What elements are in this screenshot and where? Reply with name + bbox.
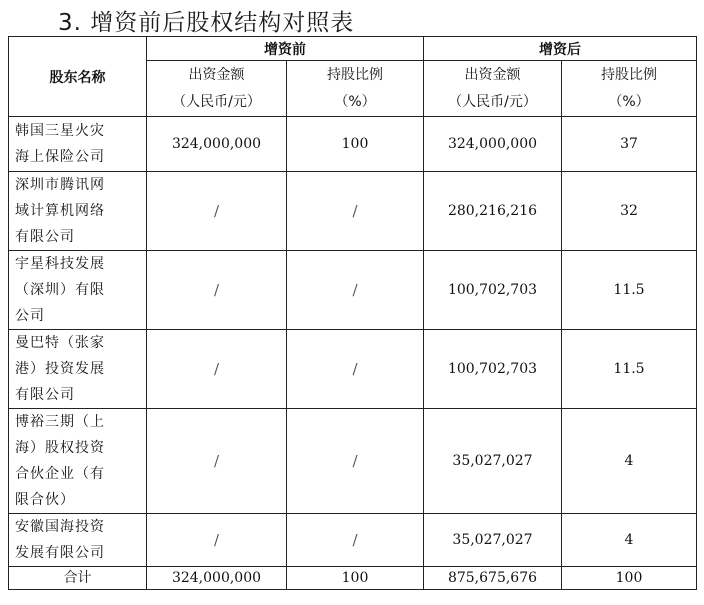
shareholder-name-line: 域计算机网络 [15, 203, 105, 219]
before-capital-cell: / [147, 409, 287, 514]
before-ratio-cell: / [287, 409, 424, 514]
table-row [9, 117, 697, 172]
shareholder-name [9, 117, 147, 172]
document-title: 3. 增资前后股权结构对照表 [58, 10, 355, 36]
total-before-ratio: 100 [287, 567, 424, 590]
table-row [9, 409, 697, 514]
before-capital-cell: / [147, 330, 287, 409]
shareholder-name-line: 限合伙） [15, 492, 75, 508]
after-ratio-cell: 32 [562, 172, 697, 251]
before-ratio-cell: / [287, 330, 424, 409]
ratio-unit-label: （%） [334, 93, 376, 110]
capital-label: 出资金额 [188, 66, 245, 83]
shareholder-name-line: 港）投资发展 [15, 361, 105, 377]
before-capital-cell: 324,000,000 [147, 117, 287, 172]
ratio-label: 持股比例 [327, 66, 383, 83]
total-after-capital: 875,675,676 [424, 567, 562, 590]
shareholder-name-line: 有限公司 [15, 387, 75, 403]
equity-structure-table [8, 36, 697, 590]
after-capital-cell: 35,027,027 [424, 514, 562, 567]
after-ratio-cell: 11.5 [562, 251, 697, 330]
before-capital-cell: / [147, 172, 287, 251]
shareholder-name-line: 曼巴特（张家 [15, 335, 105, 351]
total-after-ratio: 100 [562, 567, 697, 590]
shareholder-name-line: 韩国三星火灾 [15, 123, 105, 139]
shareholder-name-line: 海）股权投资 [15, 440, 105, 456]
before-ratio-cell: / [287, 514, 424, 567]
after-ratio-header [562, 61, 697, 117]
after-capital-header [424, 61, 562, 117]
capital-unit-label: （人民币/元） [448, 93, 537, 110]
shareholder-name [9, 514, 147, 567]
before-ratio-header [287, 61, 424, 117]
after-ratio-cell: 4 [562, 409, 697, 514]
shareholder-name [9, 330, 147, 409]
shareholder-name-line: 海上保险公司 [15, 149, 105, 165]
after-ratio-cell: 4 [562, 514, 697, 567]
before-capital-cell: / [147, 251, 287, 330]
table-row [9, 330, 697, 409]
shareholder-name-line: 有限公司 [15, 229, 75, 245]
shareholder-name-line: 深圳市腾讯网 [15, 177, 105, 193]
ratio-label: 持股比例 [601, 66, 657, 83]
shareholder-name [9, 172, 147, 251]
before-capital-cell: / [147, 514, 287, 567]
after-capital-cell: 35,027,027 [424, 409, 562, 514]
after-ratio-cell: 37 [562, 117, 697, 172]
capital-label: 出资金额 [464, 66, 521, 83]
after-capital-cell: 280,216,216 [424, 172, 562, 251]
table-row [9, 172, 697, 251]
after-capital-cell: 100,702,703 [424, 251, 562, 330]
shareholder-name-line: 宇星科技发展 [15, 256, 105, 272]
after-ratio-cell: 11.5 [562, 330, 697, 409]
total-before-capital: 324,000,000 [147, 567, 287, 590]
table-body [9, 117, 697, 567]
shareholder-header: 股东名称 [9, 37, 147, 117]
after-capital-cell: 100,702,703 [424, 330, 562, 409]
shareholder-name [9, 251, 147, 330]
before-capital-header [147, 61, 287, 117]
ratio-unit-label: （%） [608, 93, 650, 110]
shareholder-name-line: （深圳）有限 [15, 282, 105, 298]
before-ratio-cell: / [287, 251, 424, 330]
after-increase-header: 增资后 [424, 37, 697, 61]
total-label: 合计 [9, 567, 147, 590]
table-row [9, 514, 697, 567]
before-increase-header: 增资前 [147, 37, 424, 61]
before-ratio-cell: 100 [287, 117, 424, 172]
after-capital-cell: 324,000,000 [424, 117, 562, 172]
total-row [9, 567, 697, 590]
capital-unit-label: （人民币/元） [172, 93, 261, 110]
table-row [9, 251, 697, 330]
shareholder-name-line: 博裕三期（上 [15, 414, 105, 430]
shareholder-name-line: 安徽国海投资 [15, 519, 105, 535]
shareholder-name-line: 发展有限公司 [15, 545, 105, 561]
shareholder-name-line: 合伙企业（有 [15, 466, 105, 482]
before-ratio-cell: / [287, 172, 424, 251]
shareholder-name [9, 409, 147, 514]
shareholder-name-line: 公司 [15, 308, 45, 324]
